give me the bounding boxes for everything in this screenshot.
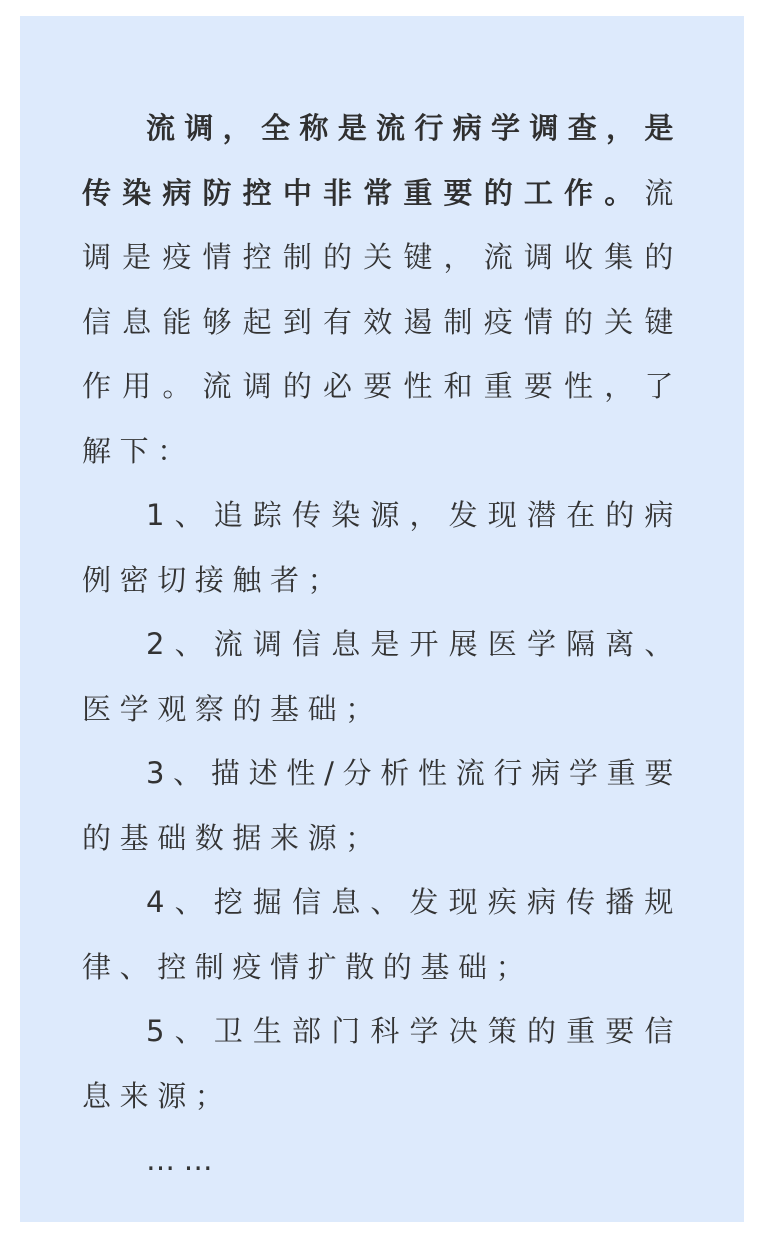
list-item: 2、流调信息是开展医学隔离、医学观察的基础； <box>82 627 682 726</box>
list-item: 4、挖掘信息、发现疾病传播规律、控制疫情扩散的基础； <box>82 885 682 984</box>
article-content <box>82 96 682 1193</box>
intro-paragraph <box>82 96 682 483</box>
list-item: 5、卫生部门科学决策的重要信息来源； <box>82 1014 682 1113</box>
intro-bold-text: 流调，全称是流行病学调查，是传染病防控中非常重要的工作。 <box>82 111 682 210</box>
article-card <box>20 16 744 1222</box>
intro-normal-text: 流调是疫情控制的关键，流调收集的信息能够起到有效遏制疫情的关键作用。流调的必要性和重要性，了解下： <box>82 175 682 468</box>
list-item: 1、追踪传染源，发现潜在的病例密切接触者； <box>82 498 682 597</box>
ellipsis-line: …… <box>146 1143 222 1177</box>
list-item: 3、描述性/分析性流行病学重要的基础数据来源； <box>82 756 682 855</box>
